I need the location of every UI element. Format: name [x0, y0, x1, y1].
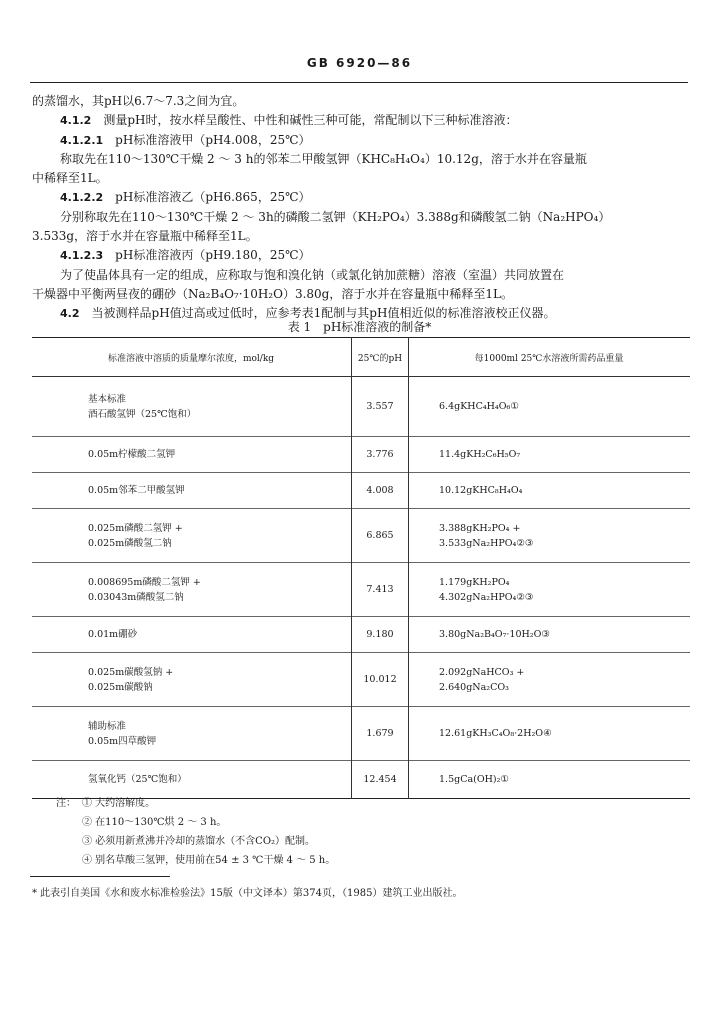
cell-line: 10.12gKHC₈H₄O₄: [439, 485, 523, 496]
ph-value-cell: 3.557: [352, 377, 409, 437]
footnote: * 此表引自美国《水和废水标准检验法》15版（中文译本）第374页，（1985）建筑工业出版社。: [32, 888, 463, 899]
section-text: 当被测样品pH值过高或过低时，应参考表1配制与其pH值相近似的标准溶液校正仪器。: [91, 306, 556, 321]
section-title: pH标准溶液甲（pH4.008，25℃）: [115, 132, 311, 147]
cell-line: 辅助标准: [88, 720, 127, 732]
reagent-weight-cell: [409, 761, 691, 799]
ph-value-cell: 4.008: [352, 473, 409, 509]
note-item: [56, 794, 676, 813]
ph-standard-table: [32, 337, 690, 799]
cell-line: 1.5gCa(OH)₂①: [439, 774, 509, 785]
header-rule: [30, 82, 688, 83]
reagent-weight-cell: [409, 473, 691, 509]
table-row: [32, 473, 690, 509]
table-row: [32, 617, 690, 653]
section-text: 测量pH时，按水样呈酸性、中性和碱性三种可能，常配制以下三种标准溶液：: [103, 113, 518, 128]
section-title: pH标准溶液乙（pH6.865，25℃）: [115, 190, 311, 205]
solute-cell: [32, 653, 352, 707]
table-row: [32, 563, 690, 617]
note-item: [56, 851, 676, 870]
solute-cell: [32, 563, 352, 617]
section-title: pH标准溶液丙（pH9.180，25℃）: [115, 248, 311, 263]
note-text: ② 在110～130℃烘 2 ～ 3 h。: [82, 817, 227, 828]
paragraph-line: 3.533g，溶于水并在容量瓶中稀释至1L。: [32, 229, 258, 244]
ph-value-cell: 10.012: [352, 653, 409, 707]
ph-value-cell: 6.865: [352, 509, 409, 563]
cell-line: 酒石酸氢钾（25℃饱和）: [88, 408, 197, 420]
section-number: 4.1.2.1: [60, 133, 104, 147]
notes-block: [56, 794, 676, 870]
paragraph-line: 分别称取先在110～130℃干燥 2 ～ 3h的磷酸二氢钾（KH₂PO₄）3.388g和磷酸氢二钠（Na₂HPO₄）: [60, 209, 611, 224]
reagent-weight-cell: [409, 377, 691, 437]
column-header: 每1000ml 25℃水溶液所需药品重量: [409, 338, 691, 377]
notes-label: 注：: [56, 798, 76, 809]
cell-line: 12.61gKH₃C₄O₈·2H₂O④: [439, 728, 552, 739]
solute-cell: [32, 617, 352, 653]
cell-line: 11.4gKH₂C₆H₅O₇: [439, 449, 521, 460]
solute-cell: [32, 437, 352, 473]
note-text: ④ 别名草酸三氢钾，使用前在54 ± 3 ℃干燥 4 ～ 5 h。: [82, 855, 336, 866]
cell-line: 3.533gNa₂HPO₄②③: [439, 537, 534, 549]
ph-value-cell: 1.679: [352, 707, 409, 761]
footnote-rule: [30, 876, 170, 877]
cell-line: 0.008695m磷酸二氢钾 +: [88, 576, 201, 588]
ph-value-cell: 7.413: [352, 563, 409, 617]
reagent-weight-cell: [409, 617, 691, 653]
note-item: [56, 813, 676, 832]
cell-line: 3.80gNa₂B₄O₇·10H₂O③: [439, 629, 550, 640]
table-title: 表 1 pH标准溶液的制备*: [287, 320, 432, 334]
paragraph-line: 干燥器中平衡两昼夜的硼砂（Na₂B₄O₇·10H₂O）3.80g，溶于水并在容量瓶中稀释至1L。: [32, 286, 513, 301]
cell-line: 2.640gNa₂CO₃: [439, 681, 509, 693]
note-text: ① 大约溶解度。: [82, 798, 156, 809]
solute-cell: [32, 473, 352, 509]
solute-cell: [32, 377, 352, 437]
cell-line: 6.4gKHC₄H₄O₆①: [439, 401, 519, 412]
section-4-1-2-2: [32, 188, 682, 207]
cell-line: 0.05m柠檬酸二氢钾: [88, 449, 176, 460]
table-body: [32, 377, 690, 799]
table-row: [32, 707, 690, 761]
ph-value-cell: 12.454: [352, 761, 409, 799]
section-4-1-2-3: [32, 246, 682, 265]
cell-line: 氢氧化钙（25℃饱和）: [88, 774, 187, 785]
column-header: 标准溶液中溶质的质量摩尔浓度，mol/kg: [107, 353, 275, 364]
cell-line: 0.05m邻苯二甲酸氢钾: [88, 485, 185, 496]
paragraph-line: 为了使晶体具有一定的组成，应称取与饱和溴化钠（或氯化钠加蔗糖）溶液（室温）共同放置在: [60, 267, 565, 282]
ph-value-cell: 9.180: [352, 617, 409, 653]
ph-value-cell: 3.776: [352, 437, 409, 473]
section-4-1-2-1: [32, 131, 682, 150]
reagent-weight-cell: [409, 563, 691, 617]
section-number: 4.2: [60, 307, 80, 321]
cell-line: 4.302gNa₂HPO₄②③: [439, 591, 534, 603]
standard-number-header: GB 6920—86: [306, 56, 413, 70]
cell-line: 0.05m四草酸钾: [88, 735, 157, 747]
cell-line: 0.01m硼砂: [88, 629, 138, 640]
reagent-weight-cell: [409, 437, 691, 473]
table-header-row: [32, 338, 690, 377]
reagent-weight-cell: [409, 707, 691, 761]
table-row: [32, 761, 690, 799]
column-header: 25℃的pH: [352, 338, 409, 377]
section-4-1-2: [32, 111, 682, 130]
cell-line: 0.025m碳酸氢钠 +: [88, 666, 174, 678]
cell-line: 基本标准: [88, 393, 127, 405]
paragraph-line: 的蒸馏水，其pH以6.7～7.3之间为宜。: [32, 94, 245, 108]
body-text: [32, 92, 682, 324]
note-text: ③ 必须用新煮沸并冷却的蒸馏水（不含CO₂）配制。: [82, 836, 316, 847]
cell-line: 1.179gKH₂PO₄: [439, 576, 510, 588]
reagent-weight-cell: [409, 653, 691, 707]
cell-line: 0.025m磷酸二氢钾 +: [88, 522, 183, 534]
note-item: [56, 832, 676, 851]
cell-line: 0.03043m磷酸氢二钠: [88, 591, 184, 603]
solute-cell: [32, 509, 352, 563]
solute-cell: [32, 761, 352, 799]
table-row: [32, 437, 690, 473]
section-number: 4.1.2: [60, 114, 92, 128]
table-row: [32, 509, 690, 563]
section-number: 4.1.2.3: [60, 249, 104, 263]
reagent-weight-cell: [409, 509, 691, 563]
paragraph-line: 中稀释至1L。: [32, 171, 108, 186]
cell-line: 2.092gNaHCO₃ +: [439, 666, 525, 678]
cell-line: 0.025m磷酸氢二钠: [88, 537, 172, 549]
paragraph-line: 称取先在110～130℃干燥 2 ～ 3 h的邻苯二甲酸氢钾（KHC₈H₄O₄）10.12g，溶于水并在容量瓶: [60, 151, 587, 166]
table-row: [32, 653, 690, 707]
solute-cell: [32, 707, 352, 761]
cell-line: 3.388gKH₂PO₄ +: [439, 522, 521, 534]
table-row: [32, 377, 690, 437]
cell-line: 0.025m碳酸钠: [88, 681, 153, 693]
section-number: 4.1.2.2: [60, 191, 104, 205]
